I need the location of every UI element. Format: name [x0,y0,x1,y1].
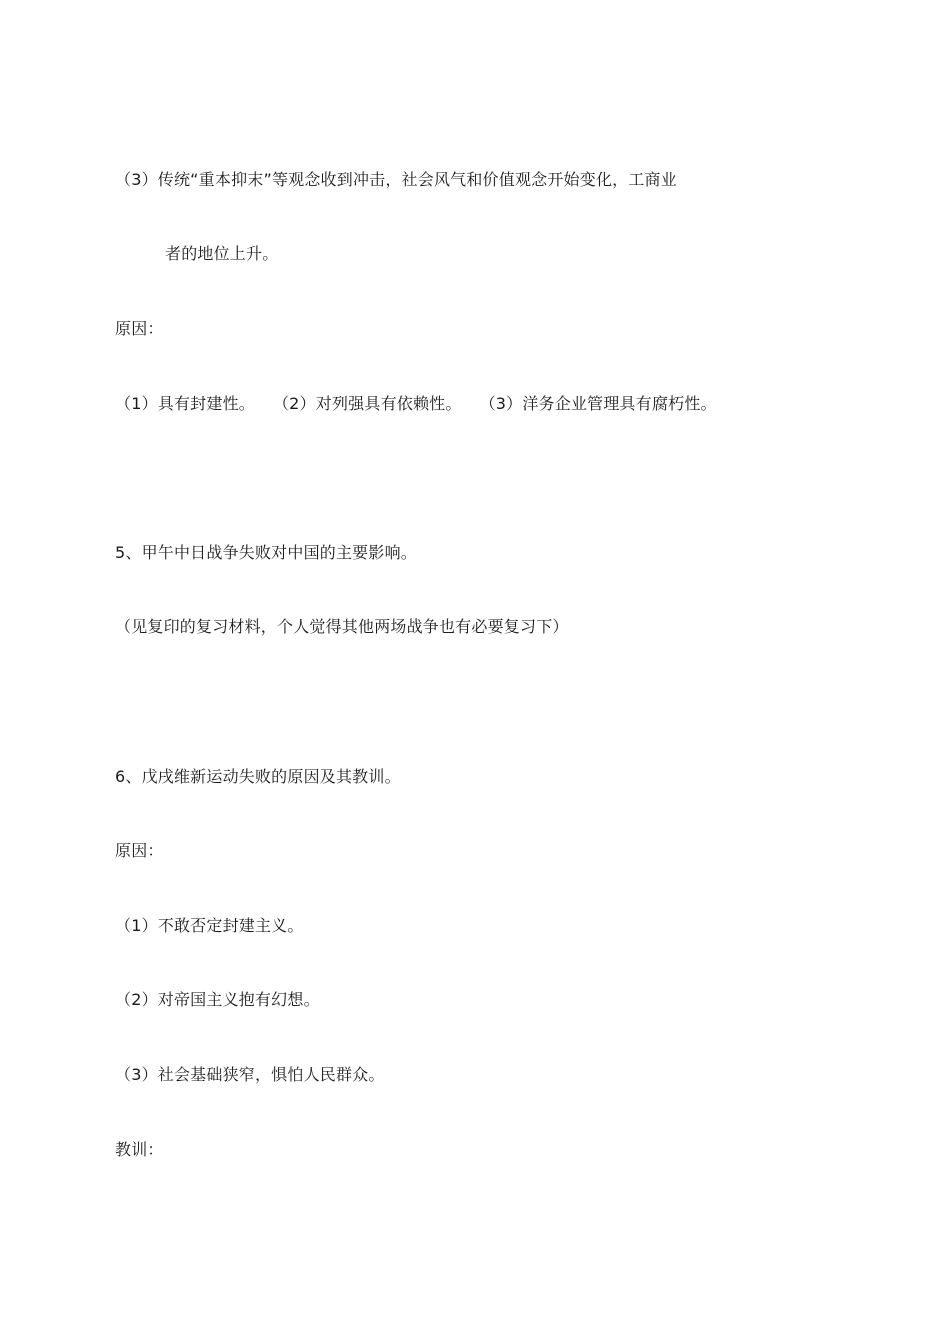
q6-reason-2: （2）对帝国主义抱有幻想。 [115,990,320,1009]
q6-reason-1: （1）不敢否定封建主义。 [115,916,304,935]
reasons-line [115,393,717,415]
reason-1: （1）具有封建性。 [115,394,255,413]
question-5-heading: 5、甲午中日战争失败对中国的主要影响。 [115,543,417,562]
paragraph-point-3: （3）传统“重本抑末”等观念收到冲击，社会风气和价值观念开始变化，工商业 [115,170,677,189]
reasons-label-q6: 原因： [115,841,164,860]
reason-2: （2）对列强具有依赖性。 [272,394,462,413]
q6-reason-3: （3）社会基础狭窄，惧怕人民群众。 [115,1065,385,1084]
question-6-heading: 6、戊戌维新运动失败的原因及其教训。 [115,767,401,786]
reasons-label: 原因： [115,319,164,338]
paragraph-point-3-continued: 者的地位上升。 [165,244,279,263]
question-5-note: （见复印的复习材料，个人觉得其他两场战争也有必要复习下） [115,617,569,636]
reason-3: （3）洋务企业管理具有腐朽性。 [479,394,717,413]
lessons-label: 教训： [115,1140,164,1159]
